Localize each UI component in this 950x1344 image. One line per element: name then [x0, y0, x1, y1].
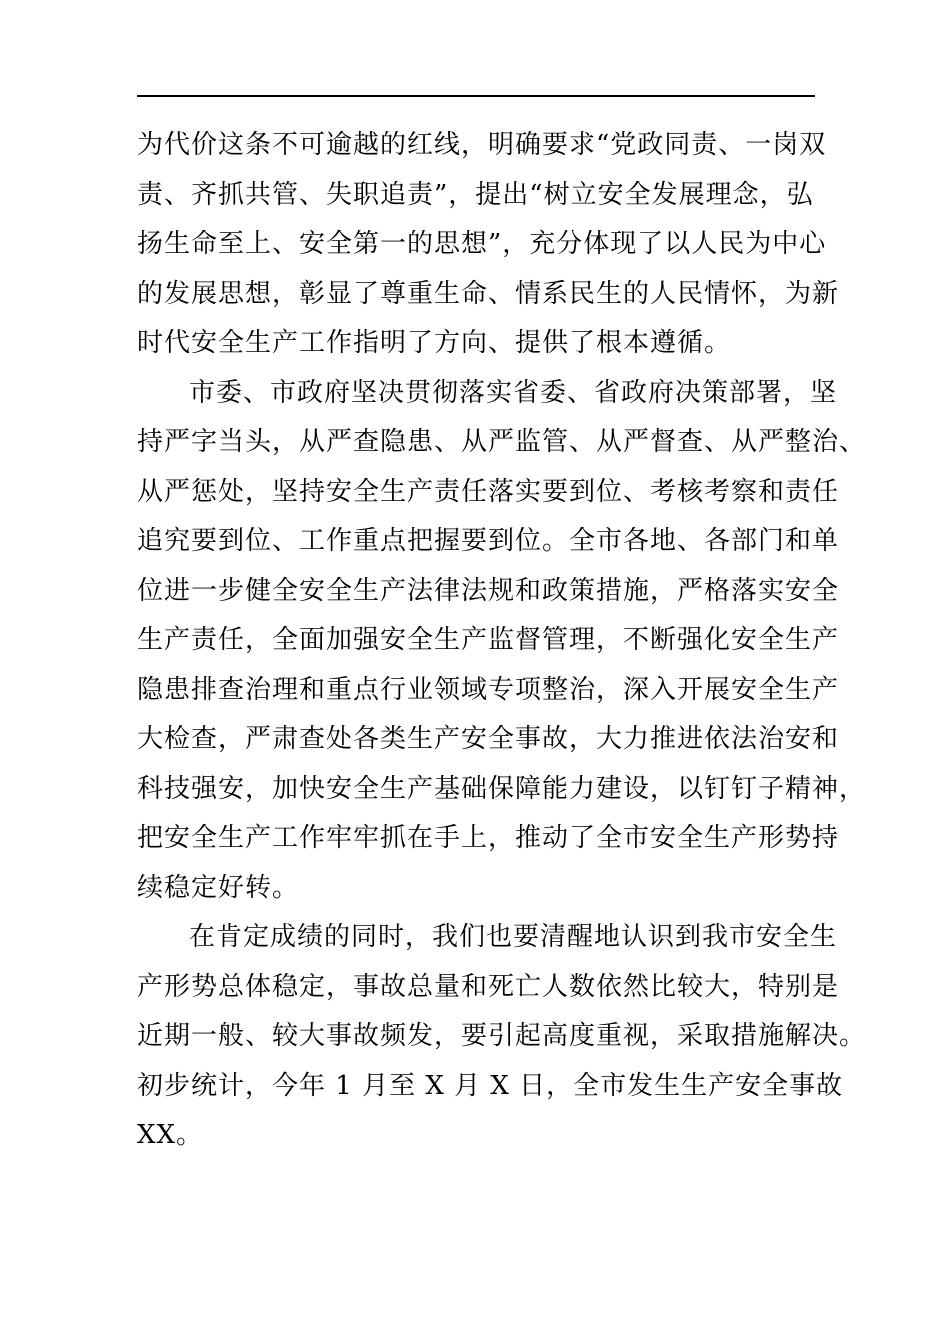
paragraph: [137, 369, 867, 914]
text-line: 的发展思想，彰显了尊重生命、情系民生的人民情怀，为新: [137, 278, 840, 309]
text-line: 位进一步健全安全生产法律法规和政策措施，严格落实安全: [137, 575, 840, 606]
text-line: 生产责任，全面加强安全生产监督管理，不断强化安全生产: [137, 625, 840, 655]
text-line: 扬生命至上、安全第一的思想”，充分体现了以人民为中心: [137, 229, 827, 259]
text-line: 时代安全生产工作指明了方向、提供了根本遵循。: [137, 328, 732, 358]
text-line: 续稳定好转。: [137, 872, 300, 903]
text-line: 从严惩处，坚持安全生产责任落实要到位、考核考察和责任: [137, 476, 840, 507]
text-line: XX。: [137, 1120, 204, 1150]
text-line: 科技强安，加快安全生产基础保障能力建设，以钉钉子精神，: [137, 773, 867, 804]
text-line: 为代价这条不可逾越的红线，明确要求“党政同责、一岗双: [137, 130, 827, 160]
text-line: 初步统计，今年 1 月至 X 月 X 日，全市发生生产安全事故: [137, 1070, 844, 1101]
text-line: 产形势总体稳定，事故总量和死亡人数依然比较大，特别是: [137, 971, 840, 1002]
document-body: [137, 121, 867, 1161]
text-line: 把安全生产工作牢牢抓在手上，推动了全市安全生产形势持: [137, 823, 840, 853]
text-line: 追究要到位、工作重点把握要到位。全市各地、各部门和单: [137, 526, 840, 556]
text-line: 在肯定成绩的同时，我们也要清醒地认识到我市安全生: [189, 922, 838, 952]
text-line: 隐患排查治理和重点行业领域专项整治，深入开展安全生产: [137, 674, 840, 705]
paragraph: [137, 913, 867, 1161]
text-line: 市委、市政府坚决贯彻落实省委、省政府决策部署，坚: [189, 377, 838, 408]
paragraph: [137, 121, 840, 369]
text-line: 大检查，严肃查处各类生产安全事故，大力推进依法治安和: [137, 724, 840, 754]
text-line: 持严字当头，从严查隐患、从严监管、从严督查、从严整治、: [137, 427, 867, 457]
text-line: 近期一般、较大事故频发，要引起高度重视，采取措施解决。: [137, 1021, 867, 1051]
text-line: 责、齐抓共管、失职追责”，提出“树立安全发展理念，弘: [137, 179, 814, 210]
header-rule: [137, 95, 815, 97]
